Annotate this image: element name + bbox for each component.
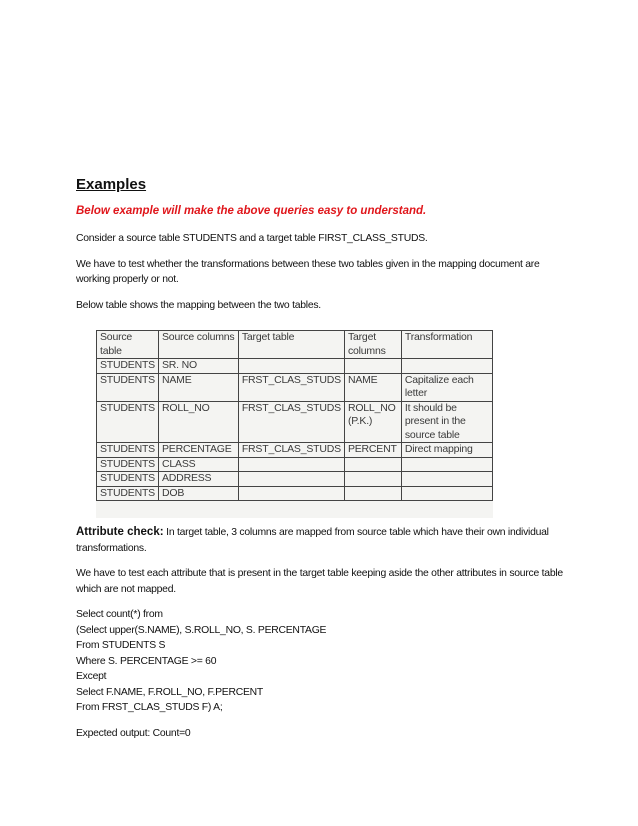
query-line: Select F.NAME, F.ROLL_NO, F.PERCENT <box>76 686 263 698</box>
table-cell <box>238 472 344 487</box>
attribute-check-label: Attribute check: <box>76 526 164 538</box>
lower-content <box>76 525 566 751</box>
table-cell <box>344 472 401 487</box>
table-cell <box>344 359 401 374</box>
table-cell: ROLL_NO <box>159 401 239 443</box>
attribute-test-paragraph: We have to test each attribute that is present in the target table keeping aside the other attributes in source table which are not mapped. <box>76 568 563 595</box>
table-cell: Direct mapping <box>401 443 492 458</box>
header-cell: Transformation <box>401 331 492 359</box>
table-cell: STUDENTS <box>97 472 159 487</box>
table-cell <box>401 457 492 472</box>
table-cell <box>238 457 344 472</box>
table-cell: STUDENTS <box>97 486 159 501</box>
table-cell <box>401 359 492 374</box>
table-row <box>97 472 493 487</box>
query-line: (Select upper(S.NAME), S.ROLL_NO, S. PERCENTAGE <box>76 624 327 636</box>
query-line: Select count(*) from <box>76 609 163 620</box>
table-cell: ROLL_NO (P.K.) <box>344 401 401 443</box>
table-row <box>97 486 493 501</box>
table-cell: PERCENT <box>344 443 401 458</box>
table-row <box>97 457 493 472</box>
table-intro-paragraph: Below table shows the mapping between the two tables. <box>76 299 321 311</box>
table-cell: It should be present in the source table <box>401 401 492 443</box>
table-cell: STUDENTS <box>97 373 159 401</box>
mapping-table-image <box>96 330 493 518</box>
table-cell: STUDENTS <box>97 443 159 458</box>
header-cell: Target columns <box>344 331 401 359</box>
table-row <box>97 359 493 374</box>
table-cell: SR. NO <box>159 359 239 374</box>
table-cell: FRST_CLAS_STUDS <box>238 373 344 401</box>
query-line: Where S. PERCENTAGE >= 60 <box>76 655 217 667</box>
table-cell <box>238 359 344 374</box>
table-cell <box>344 486 401 501</box>
intro-paragraph: Consider a source table STUDENTS and a target table FIRST_CLASS_STUDS. <box>76 233 428 244</box>
table-row <box>97 443 493 458</box>
table-cell: ADDRESS <box>159 472 239 487</box>
sql-query <box>76 607 566 716</box>
table-cell: Capitalize each letter <box>401 373 492 401</box>
table-header-row <box>97 331 493 359</box>
section-subheading: Below example will make the above queries easy to understand. <box>76 205 427 217</box>
attribute-check-paragraph <box>76 525 566 556</box>
mapping-table <box>96 330 493 501</box>
table-cell: STUDENTS <box>97 401 159 443</box>
table-cell <box>238 486 344 501</box>
upper-content <box>76 176 576 323</box>
table-cell: STUDENTS <box>97 359 159 374</box>
attribute-check-text: In target table, 3 columns are mapped from source table which have their own individual transformations. <box>76 527 549 554</box>
table-cell: STUDENTS <box>97 457 159 472</box>
table-row <box>97 373 493 401</box>
table-row <box>97 401 493 443</box>
table-cell: PERCENTAGE <box>159 443 239 458</box>
table-cell: FRST_CLAS_STUDS <box>238 401 344 443</box>
table-cell: CLASS <box>159 457 239 472</box>
query-line: From FRST_CLAS_STUDS F) A; <box>76 702 223 713</box>
header-cell: Target table <box>238 331 344 359</box>
query-line: From STUDENTS S <box>76 640 166 651</box>
test-paragraph: We have to test whether the transformations between these two tables given in the mapping document are working properly or not. <box>76 258 540 285</box>
table-cell: FRST_CLAS_STUDS <box>238 443 344 458</box>
table-cell <box>401 486 492 501</box>
header-cell: Source columns <box>159 331 239 359</box>
header-cell: Source table <box>97 331 159 359</box>
table-cell <box>344 457 401 472</box>
query-line: Except <box>76 671 107 682</box>
table-cell: NAME <box>159 373 239 401</box>
table-cell: DOB <box>159 486 239 501</box>
section-heading: Examples <box>76 176 147 193</box>
table-cell <box>401 472 492 487</box>
expected-output: Expected output: Count=0 <box>76 727 191 739</box>
table-cell: NAME <box>344 373 401 401</box>
